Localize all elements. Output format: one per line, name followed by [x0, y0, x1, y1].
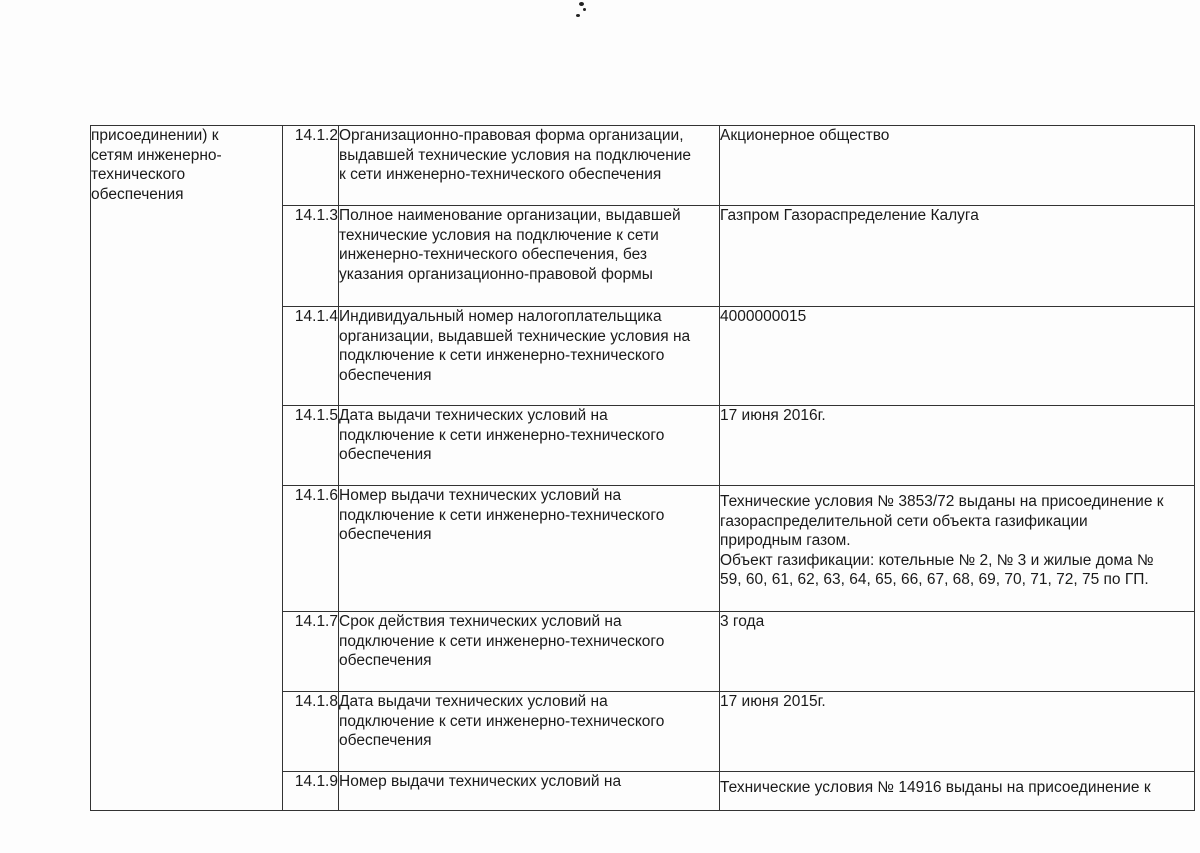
- row-number: 14.1.8: [283, 692, 339, 772]
- row-value: Технические условия № 14916 выданы на присоединение к: [720, 779, 1151, 796]
- row-number: 14.1.2: [283, 126, 339, 206]
- row-description: Номер выдачи технических условий на: [339, 773, 622, 790]
- row-description: Срок действия технических условий на подключение к сети инженерно-технического обеспечения: [339, 613, 665, 669]
- row-number: 14.1.6: [283, 486, 339, 612]
- row-description: Полное наименование организации, выдавшей технические условия на подключение к сети инженерно-технического обеспечения, без указания организационно-правовой формы: [339, 207, 681, 283]
- row-value: Газпром Газораспределение Калуга: [720, 207, 979, 224]
- table-row: [91, 126, 1195, 206]
- scan-speck: [583, 8, 586, 11]
- row-number: 14.1.3: [283, 206, 339, 307]
- row-number: 14.1.7: [283, 612, 339, 692]
- row-number: 14.1.4: [283, 307, 339, 406]
- row-value: 3 года: [720, 613, 765, 630]
- row-description: Дата выдачи технических условий на подключение к сети инженерно-технического обеспечения: [339, 693, 665, 749]
- scan-speck: [576, 14, 580, 17]
- row-value: 4000000015: [720, 308, 807, 325]
- document-table: [90, 125, 1195, 811]
- row-description: Номер выдачи технических условий на подключение к сети инженерно-технического обеспечения: [339, 487, 665, 543]
- left-section-text: присоединении) к сетям инженерно- технического обеспечения: [91, 127, 222, 203]
- row-value: Акционерное общество: [720, 127, 890, 144]
- row-description: Организационно-правовая форма организации, выдавшей технические условия на подключение к сети инженерно-технического обеспечения: [339, 127, 692, 183]
- scan-speck: [579, 2, 584, 6]
- row-number: 14.1.9: [283, 772, 339, 811]
- left-section-cell: [91, 126, 283, 811]
- row-value: 17 июня 2016г.: [720, 407, 826, 424]
- row-value: Технические условия № 3853/72 выданы на присоединение к газораспределительной сети объекта газификации природным газом. Объект газификации: котельные № 2, № 3 и жилые дома № 59, 60, 61, 62, 63, 64, 65, 66, 67, 68, 69, 70, 71, 72, 75 по ГП.: [720, 493, 1164, 588]
- row-value: 17 июня 2015г.: [720, 693, 826, 710]
- row-description: Дата выдачи технических условий на подключение к сети инженерно-технического обеспечения: [339, 407, 665, 463]
- row-description: Индивидуальный номер налогоплательщика организации, выдавшей технические условия на подключение к сети инженерно-технического обеспечения: [339, 308, 691, 384]
- row-number: 14.1.5: [283, 406, 339, 486]
